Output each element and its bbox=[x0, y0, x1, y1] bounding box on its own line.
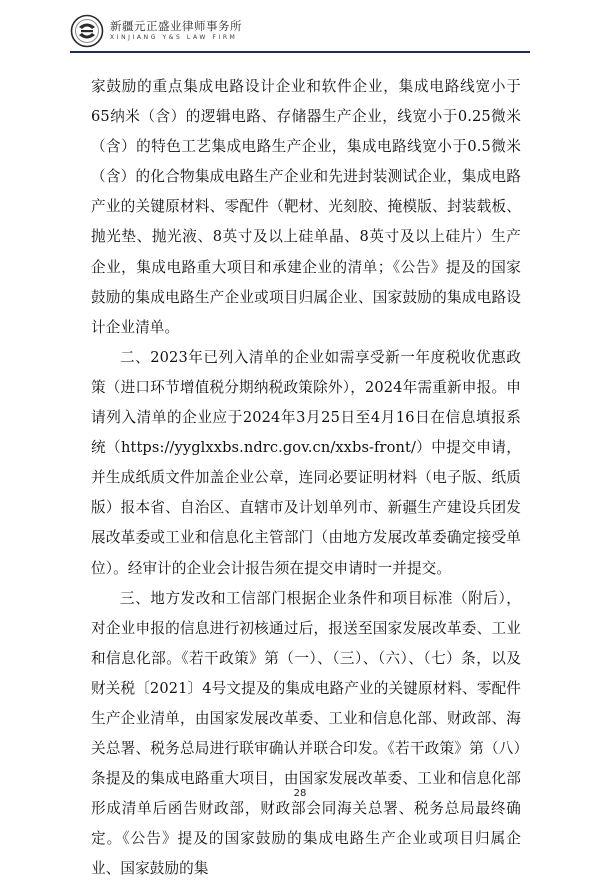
firm-name-en: XINJIANG Y&S LAW FIRM bbox=[110, 34, 238, 42]
paragraph-item-2: 二、2023年已列入清单的企业如需享受新一年度税收优惠政策（进口环节增值税分期纳税政策除外），2024年需重新申报。申请列入清单的企业应于2024年3月25日至4月16日在信息填报系统（https://yyglxxbs.ndrc.gov.cn/xxbs-front/）中提交申请，并生成纸质文件加盖企业公章，连同必要证明材料（电子版、纸质版）报本省、自治区、直辖市及计划单列市、新疆生产建设兵团发展改革委或工业和信息化主管部门（由地方发展改革委确定接受单位）。经审计的企业会计报告须在提交申请时一并提交。 bbox=[91, 348, 521, 577]
letterhead bbox=[70, 14, 242, 48]
paragraph-item-3: 三、地方发改和工信部门根据企业条件和项目标准（附后），对企业申报的信息进行初核通过后，报送至国家发展改革委、工业和信息化部。《若干政策》第（一）、（三）、（六）、（七）条，以及财关税〔2021〕4号文提及的集成电路产业的关键原材料、零配件生产企业清单，由国家发展改革委、工业和信息化部、财政部、海关总署、税务总局进行联审确认并联合印发。《若干政策》第（八）条提及的集成电路重大项目，由国家发展改革委、工业和信息化部形成清单后函告财政部，财政部会同海关总署、税务总局最终确定。《公告》提及的国家鼓励的集成电路生产企业或项目归属企业、国家鼓励的集 bbox=[91, 589, 521, 878]
page-number: 28 bbox=[293, 788, 307, 799]
document-body bbox=[91, 72, 521, 885]
firm-name-cn: 新疆元正盛业律师事务所 bbox=[110, 18, 242, 33]
firm-name-block bbox=[110, 18, 242, 42]
header-rule bbox=[70, 51, 530, 53]
paragraph-continued: 家鼓励的重点集成电路设计企业和软件企业，集成电路线宽小于65纳米（含）的逻辑电路、存储器生产企业，线宽小于0.25微米（含）的特色工艺集成电路生产企业，集成电路线宽小于0.5微米（含）的化合物集成电路生产企业和先进封装测试企业，集成电路产业的关键原材料、零配件（靶材、光刻胶、掩模版、封装载板、抛光垫、抛光液、8英寸及以上硅单晶、8英寸及以上硅片）生产企业，集成电路重大项目和承建企业的清单；《公告》提及的国家鼓励的集成电路生产企业或项目归属企业、国家鼓励的集成电路设计企业清单。 bbox=[91, 78, 521, 336]
firm-logo-icon bbox=[70, 14, 104, 48]
